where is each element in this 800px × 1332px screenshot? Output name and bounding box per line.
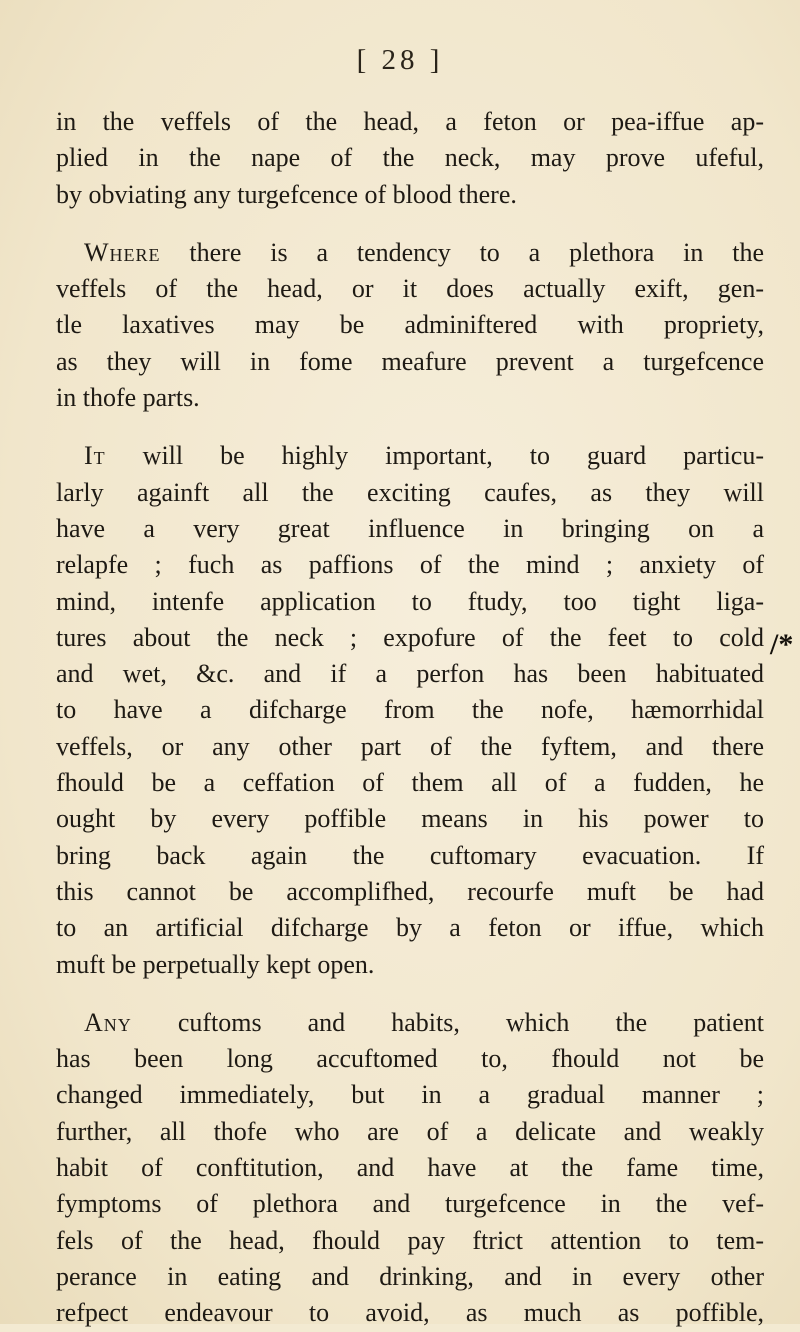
text-line: and wet, &c. and if a perfon has been habituated bbox=[56, 659, 764, 689]
text-line: fels of the head, fhould pay ftrict attention to tem- bbox=[56, 1225, 764, 1255]
text-line: in thofe parts. bbox=[56, 383, 200, 413]
text-line: refpect endeavour to avoid, as much as poffible, bbox=[56, 1298, 764, 1328]
text-line: tle laxatives may be adminiftered with propriety, bbox=[56, 310, 764, 340]
text-line: to an artificial difcharge by a feton or iffue, which bbox=[56, 913, 764, 943]
paragraph-first-line bbox=[56, 1005, 764, 1041]
text-line: have a very great influence in bringing on a bbox=[56, 513, 764, 543]
text-line: larly againft all the exciting caufes, as they will bbox=[56, 477, 764, 507]
text-line: veffels of the head, or it does actually exift, gen- bbox=[56, 274, 764, 304]
paragraph-first-line bbox=[56, 235, 764, 271]
text-line: in the veffels of the head, a feton or pea-iffue ap- bbox=[56, 107, 764, 136]
paragraph-first-line bbox=[56, 438, 764, 474]
text-line: relapfe ; fuch as paffions of the mind ; anxiety of bbox=[56, 550, 764, 580]
text-line: by obviating any turgefcence of blood there. bbox=[56, 179, 517, 209]
text-line: ought by every poffible means in his power to bbox=[56, 804, 764, 834]
text-line: veffels, or any other part of the fyftem, and there bbox=[56, 731, 764, 761]
text-line: perance in eating and drinking, and in every other bbox=[56, 1261, 764, 1291]
text-line: plied in the nape of the neck, may prove ufeful, bbox=[56, 143, 764, 173]
text-line: further, all thofe who are of a delicate and weakly bbox=[56, 1116, 764, 1146]
text-line: habit of conftitution, and have at the fame time, bbox=[56, 1153, 764, 1183]
paragraph-lead-word: It bbox=[84, 441, 106, 471]
text-line: cuftoms and habits, which the patient bbox=[131, 1007, 764, 1037]
text-line: this cannot be accomplifhed, recourfe muft be had bbox=[56, 876, 764, 906]
text-line: fymptoms of plethora and turgefcence in the vef- bbox=[56, 1189, 764, 1219]
text-line: there is a tendency to a plethora in the bbox=[160, 237, 764, 267]
text-line: mind, intenfe application to ftudy, too tight liga- bbox=[56, 586, 764, 616]
page-number: [ 28 ] bbox=[356, 44, 444, 76]
paragraph-lead-word: Any bbox=[84, 1007, 132, 1037]
text-line: bring back again the cuftomary evacuation. If bbox=[56, 840, 764, 870]
body-text bbox=[56, 104, 764, 1332]
text-line: tures about the neck ; expofure of the feet to cold bbox=[56, 622, 764, 652]
text-line: to have a difcharge from the nofe, hæmorrhidal bbox=[56, 695, 764, 725]
paragraph-lead-word: Where bbox=[84, 237, 161, 267]
text-line: will be highly important, to guard particu- bbox=[105, 441, 764, 471]
text-line: has been long accuftomed to, fhould not be bbox=[56, 1044, 764, 1074]
text-line: muft be perpetually kept open. bbox=[56, 949, 375, 979]
text-line: changed immediately, but in a gradual manner ; bbox=[56, 1080, 764, 1110]
margin-annotation: /* bbox=[770, 628, 794, 661]
text-line: as they will in fome meafure prevent a turgefcence bbox=[56, 346, 764, 376]
text-line: fhould be a ceffation of them all of a fudden, he bbox=[56, 768, 764, 798]
